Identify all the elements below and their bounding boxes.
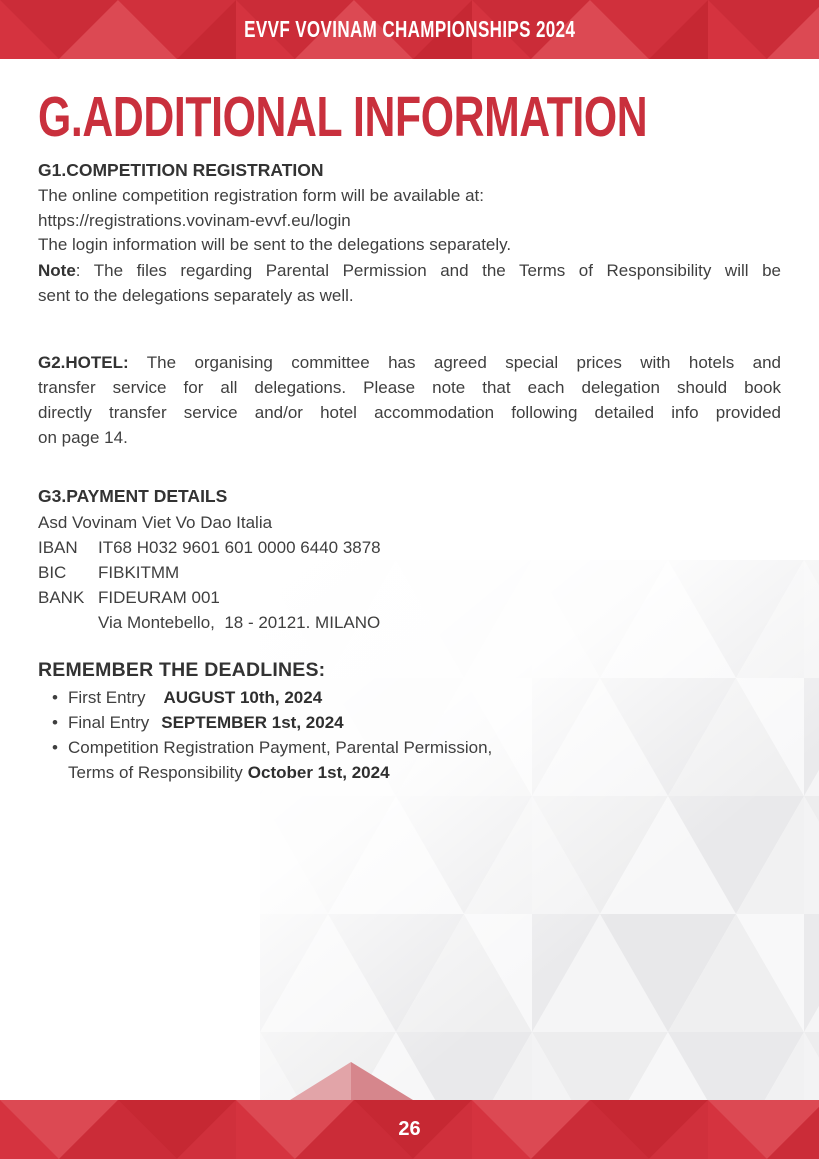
g3-heading: G3.PAYMENT DETAILS <box>38 486 228 506</box>
g1-line-availability: The online competition registration form will be available at: <box>38 186 485 205</box>
section-g3-payment-details <box>38 483 781 635</box>
iban-label: IBAN <box>38 538 78 557</box>
deadline-item-registration-payment <box>38 735 781 785</box>
footer-banner <box>0 1100 819 1159</box>
deadline-item-final-entry <box>38 710 781 735</box>
terms-label: Terms of Responsibility <box>68 763 243 782</box>
deadline-item-first-entry <box>38 685 781 710</box>
payment-row-bic <box>38 560 781 585</box>
section-g1-competition-registration <box>38 157 781 308</box>
g2-heading: G2.HOTEL: <box>38 353 129 372</box>
g1-registration-url: https://registrations.vovinam-evvf.eu/login <box>38 210 351 230</box>
section-g2-hotel <box>38 350 781 450</box>
g2-line4: on page 14. <box>38 428 128 447</box>
first-entry-label: First Entry <box>68 688 146 707</box>
bank-label: BANK <box>38 588 85 607</box>
g2-text1: The organising committee has agreed special prices with hotels and <box>128 353 781 372</box>
g2-line1 <box>38 350 781 375</box>
page-title: G.ADDITIONAL INFORMATION <box>38 85 648 149</box>
section-deadlines <box>38 655 781 785</box>
payment-row-bank <box>38 585 781 610</box>
iban-value: IT68 H032 9601 601 0000 6440 3878 <box>98 538 381 557</box>
final-entry-label: Final Entry <box>68 713 150 732</box>
payment-row-iban <box>38 535 781 560</box>
bank-address: Via Montebello, 18 - 20121. MILANO <box>98 613 381 632</box>
deadlines-heading: REMEMBER THE DEADLINES: <box>38 659 326 681</box>
final-entry-date: SEPTEMBER 1st, 2024 <box>161 713 344 732</box>
g2-line3: directly transfer service and/or hotel accommodation following detailed info provided <box>38 403 781 422</box>
address-label <box>38 610 98 635</box>
g1-note-text1: : The files regarding Parental Permission and the Terms of Responsibility will be <box>75 261 781 281</box>
g3-account-name: Asd Vovinam Viet Vo Dao Italia <box>38 513 273 532</box>
bic-label: BIC <box>38 563 67 582</box>
g1-heading: G1.COMPETITION REGISTRATION <box>38 160 324 180</box>
g2-line2: transfer service for all delegations. Please note that each delegation should book <box>38 378 781 397</box>
g1-note-line1 <box>38 258 781 283</box>
header-banner <box>0 0 819 59</box>
bank-value: FIDEURAM 001 <box>98 588 220 607</box>
registration-payment-line2 <box>68 760 781 785</box>
g1-note-label: Note <box>38 261 76 281</box>
g1-line-login-info: The login information will be sent to the delegations separately. <box>38 235 512 255</box>
bic-value: FIBKITMM <box>98 563 180 582</box>
registration-payment-line1: • Competition Registration Payment, Parental Permission, <box>68 738 493 757</box>
page-number: 26 <box>398 1118 421 1140</box>
first-entry-date: AUGUST 10th, 2024 <box>163 688 323 707</box>
terms-date: October 1st, 2024 <box>247 763 390 782</box>
g1-note-line2: sent to the delegations separately as well. <box>38 286 354 306</box>
deadlines-list <box>38 685 781 785</box>
header-title: EVVF VOVINAM CHAMPIONSHIPS 2024 <box>243 16 576 42</box>
payment-row-address <box>38 610 781 635</box>
